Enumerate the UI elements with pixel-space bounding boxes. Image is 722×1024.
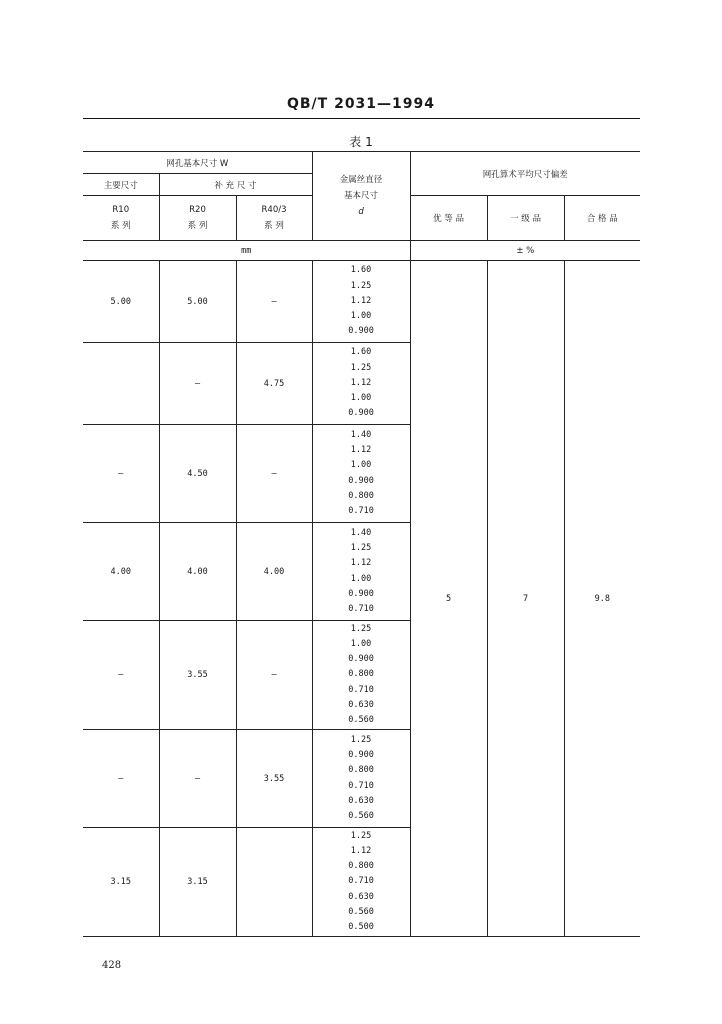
wire-diameter-list [312, 828, 410, 937]
wire-diameter-line1: 金属丝直径 [339, 175, 383, 185]
wire-diameter-value: 0.900 [348, 750, 374, 761]
r20-value: — [159, 730, 236, 828]
wire-diameter-list [312, 261, 410, 343]
wire-diameter-value: 1.00 [350, 393, 372, 404]
wire-diameter-value: 1.25 [350, 543, 372, 554]
unit-mm: mm [83, 241, 410, 261]
wire-diameter-value: 1.25 [350, 734, 372, 745]
main-size-header: 主要尺寸 [83, 174, 159, 196]
wire-diameter-value: 0.900 [348, 475, 374, 486]
wire-diameter-value: 1.12 [350, 377, 372, 388]
wire-diameter-value: 0.710 [348, 505, 374, 516]
r20-value: 4.00 [159, 523, 236, 621]
grade-qualified-header: 合 格 品 [564, 196, 640, 241]
r20-series: 系 列 [187, 221, 208, 231]
r10-value: — [83, 730, 159, 828]
wire-diameter-value: 1.40 [350, 429, 372, 440]
grade-superior-header: 优 等 品 [410, 196, 487, 241]
wire-diameter-value: 1.60 [350, 265, 372, 276]
wire-diameter-value: 0.710 [348, 684, 374, 695]
wire-diameter-value: 0.560 [348, 715, 374, 725]
r40-value: 3.55 [236, 730, 312, 828]
r10-series: 系 列 [110, 221, 131, 231]
wire-diameter-value: 0.900 [348, 588, 374, 599]
deviation-header: 网孔算术平均尺寸偏差 [410, 152, 640, 196]
header-rule [83, 118, 640, 119]
r20-header [159, 196, 236, 241]
wire-diameter-value: 0.710 [348, 876, 374, 887]
wire-diameter-value: 0.630 [348, 699, 374, 710]
r20-value: 5.00 [159, 261, 236, 343]
wire-diameter-value: 0.710 [348, 603, 374, 614]
grade-first-header: 一 级 品 [487, 196, 564, 241]
wire-diameter-value: 1.12 [350, 558, 372, 569]
wire-diameter-line2: 基本尺寸 [344, 191, 379, 201]
wire-diameter-value: 1.40 [350, 527, 372, 538]
mesh-size-header: 网孔基本尺寸 W [83, 152, 312, 174]
r40-series: 系 列 [264, 221, 284, 231]
wire-diameter-value: 0.630 [348, 795, 374, 806]
r40-label: R40/3 [261, 205, 287, 215]
r40-header [236, 196, 312, 241]
r20-label: R20 [189, 205, 206, 215]
r40-value: 4.75 [236, 343, 312, 425]
r40-value [236, 828, 312, 937]
wire-diameter-list [312, 730, 410, 828]
wire-diameter-list [312, 425, 410, 523]
r10-label: R10 [112, 205, 130, 215]
r20-value: — [159, 343, 236, 425]
page-number: 428 [102, 960, 122, 971]
wire-diameter-value: 0.560 [348, 810, 374, 821]
wire-diameter-value: 0.900 [348, 654, 374, 665]
wire-diameter-value: 1.12 [350, 295, 372, 306]
r40-value: — [236, 261, 312, 343]
r40-value: — [236, 425, 312, 523]
table-title: 表 1 [349, 135, 373, 149]
wire-diameter-value: 0.630 [348, 891, 374, 902]
unit-percent: ± % [410, 241, 640, 261]
deviation-superior-value: 5 [410, 261, 487, 937]
wire-diameter-header [312, 152, 410, 241]
wire-diameter-value: 0.800 [348, 669, 374, 680]
r40-value: — [236, 621, 312, 730]
wire-diameter-list [312, 621, 410, 730]
wire-diameter-value: 1.25 [350, 830, 372, 841]
wire-diameter-value: 1.25 [350, 280, 372, 291]
wire-diameter-symbol: d [358, 207, 364, 217]
mesh-size-table [83, 151, 640, 937]
r20-value: 3.55 [159, 621, 236, 730]
wire-diameter-value: 0.900 [348, 408, 374, 419]
wire-diameter-value: 1.12 [350, 845, 372, 856]
r20-value: 3.15 [159, 828, 236, 937]
wire-diameter-value: 1.60 [350, 347, 372, 358]
standard-code: QB/T 2031—1994 [286, 96, 436, 112]
r10-value: 5.00 [83, 261, 159, 343]
r10-value: — [83, 425, 159, 523]
wire-diameter-value: 1.25 [350, 362, 372, 373]
wire-diameter-value: 1.00 [350, 573, 372, 584]
r20-value: 4.50 [159, 425, 236, 523]
r10-value: — [83, 621, 159, 730]
supplementary-header: 补 充 尺 寸 [159, 174, 312, 196]
wire-diameter-value: 1.00 [350, 311, 372, 322]
r10-value [83, 343, 159, 425]
r10-value: 3.15 [83, 828, 159, 937]
deviation-qualified-value: 9.8 [564, 261, 640, 937]
wire-diameter-value: 0.800 [348, 861, 374, 872]
wire-diameter-value: 1.25 [350, 623, 372, 634]
wire-diameter-value: 1.00 [350, 460, 372, 471]
r10-header [83, 196, 159, 241]
deviation-first-value: 7 [487, 261, 564, 937]
wire-diameter-value: 1.12 [350, 445, 372, 456]
wire-diameter-list [312, 523, 410, 621]
wire-diameter-value: 0.500 [348, 922, 374, 932]
table-row [83, 261, 640, 343]
wire-diameter-list [312, 343, 410, 425]
wire-diameter-value: 1.00 [350, 638, 372, 649]
wire-diameter-value: 0.800 [348, 490, 374, 501]
wire-diameter-value: 0.560 [348, 906, 374, 917]
wire-diameter-value: 0.710 [348, 780, 374, 791]
wire-diameter-value: 0.900 [348, 326, 374, 337]
wire-diameter-value: 0.800 [348, 765, 374, 776]
r40-value: 4.00 [236, 523, 312, 621]
r10-value: 4.00 [83, 523, 159, 621]
